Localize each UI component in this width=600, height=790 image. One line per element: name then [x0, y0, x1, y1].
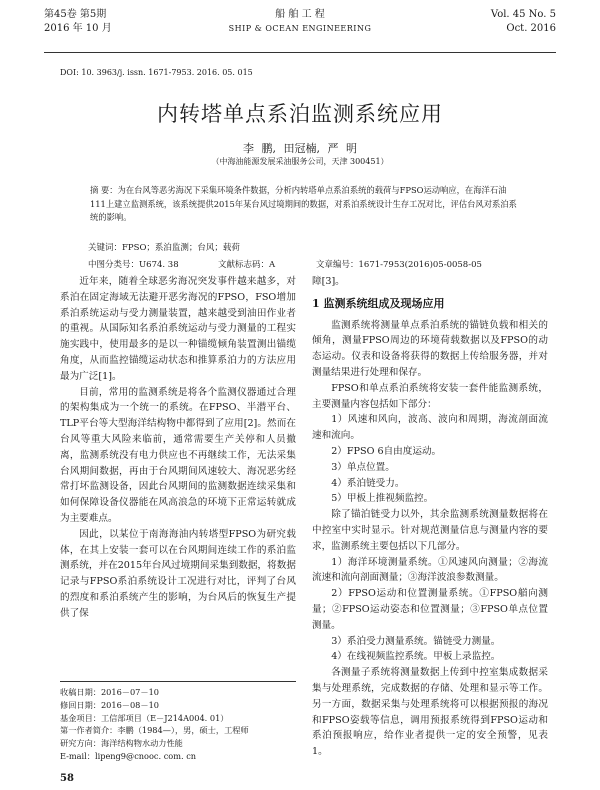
list-item: 2）FPSO 6自由度运动。: [331, 445, 442, 457]
journal-name-en: SHIP & OCEAN ENGINEERING: [228, 24, 372, 33]
paragraph: 除了锚泊链受力以外，其余监测系统测量数据将在中控室中实时显示。针对规范测量信息与测量内容的要求，监测系统主要包括以下几部分。: [312, 509, 548, 552]
journal-name-cn: 船 舶 工 程: [275, 9, 325, 20]
author-bio: 第一作者简介：李鹏（1984—），男，硕士，工程师: [60, 725, 249, 736]
list-item: 1）海洋环境测量系统。①风速风向测量；②海流流速和流向剖面测量；③海洋波浪参数测量。: [312, 556, 548, 584]
article-number: 文章编号：1671-7953(2016)05-0058-05: [316, 260, 482, 270]
list-item: 3）系泊受力测量系统。锚链受力测量。: [331, 635, 501, 647]
footnotes: [60, 681, 296, 763]
list-item: 2）FPSO运动和位置测量系统。①FPSO艏向测量；②FPSO运动姿态和位置测量；③FPSO单点位置测量。: [312, 588, 548, 631]
abstract: 摘 要：为在台风等恶劣海况下采集环境条件数据，分析内转塔单点系泊系统的载荷与FPSO运动响应，在海洋石油 111上建立监测系统，该系统提供2015年某台风过境期间的数据，对系泊系统设计生存工况对比，评估台风对系泊系统的影响。: [90, 185, 517, 223]
right-column: [312, 274, 548, 760]
funding: 基金项目：工信部项目（E－J214A004. 01）: [60, 712, 229, 723]
authors: 李 鹏, 田冠楠, 严 明: [243, 142, 357, 155]
page-number: 58: [60, 773, 74, 784]
issue-date: 2016 年 10 月: [44, 23, 112, 34]
issue-date-en: Oct. 2016: [506, 23, 556, 34]
section-heading: 1 监测系统组成及现场应用: [312, 296, 445, 310]
document-code: 文献标志码：A: [218, 260, 276, 270]
paragraph: 近年来，随着全球恶劣海况突发事件越来越多，对系泊在固定海域无法避开恶劣海况的FPSO，FSO增加系泊系统运动与受力测量装置，越来越受到油田作业者的重视。从国际知名系泊系统运动与受力测量的工程实施实践中，使用最多的是以一种锚缆倾角装置测出锚缆角度，从而监控锚缆运动状态和推算系泊力的方法应用最为广泛[1]。: [60, 276, 296, 382]
header-center: [44, 8, 556, 36]
list-item: 3）单点位置。: [331, 461, 395, 473]
paragraph: FPSO和单点系泊系统将安装一套件能监测系统，主要测量内容包括如下部分：: [312, 382, 548, 410]
running-header: [44, 8, 556, 53]
list-item: 1）风速和风向，波高、波向和周期，海流剖面流速和流向。: [312, 414, 548, 442]
research-field: 研究方向：海洋结构物水动力性能: [60, 738, 183, 749]
paragraph: 各测量子系统将测量数据上传到中控室集成数据采集与处理系统，完成数据的存储、处理和显示等工作。另一方面，数据采集与处理系统将可以根据预报的海况和FPSO姿载等信息，调用预报系统得到FPSO运动和系泊预报响应，给作业者提供一定的安全预警，见表1。: [312, 667, 548, 758]
doi: DOI: 10. 3963/j. issn. 1671-7953. 2016. 05. 015: [60, 68, 253, 77]
paper-title: 内转塔单点系泊监测系统应用: [157, 102, 443, 126]
volume-issue-en: Vol. 45 No. 5: [490, 9, 556, 20]
paragraph: 目前，常用的监测系统是将各个监测仪器通过合理的架构集成为一个统一的系统。在FPSO、半潜平台、TLP平台等大型海洋结构物中都得到了应用[2]。然而在台风等重大风险来临前，通常需要生产关停和人员撤离，监测系统没有电力供应也不再继续工作，无法采集台风期间数据，再由于台风期间风速较大、海况恶劣经常打坏监测设备，因此台风期间的监测数据连续采集和如何保障设备仪器能在风高浪急的环境下正常运转就成为主要难点。: [60, 386, 296, 524]
class-number: 中图分类号：U674. 38: [88, 260, 179, 270]
header-right: [491, 8, 556, 36]
paragraph-continued: 障[3]。: [312, 276, 345, 287]
list-item: 4）系泊链受力。: [331, 477, 405, 489]
email: E-mail：lipeng9@cnooc. com. cn: [60, 750, 197, 761]
affiliation: （中海油能源发展采油服务公司，天津 300451）: [211, 157, 389, 166]
left-column: [60, 274, 296, 622]
received-date: 收稿日期：2016－07－10: [60, 687, 159, 697]
revised-date: 修回日期：2016－08－10: [60, 699, 159, 710]
list-item: 4）在线视频监控系统。甲板上录监控。: [331, 651, 501, 663]
paragraph: 因此，以某位于南海海油内转塔型FPSO为研究载体，在其上安装一套可以在台风期间连续工作的系泊监测系统，并在2015年台风过境期间采集到数据，将数据记录与FPSO系泊系统设计工况进行对比，评判了台风的烈度和系泊系统产生的影响，为台风后的恢复生产提供了保: [60, 528, 296, 619]
keywords: 关键词：FPSO；系泊监测；台风；载荷: [88, 243, 240, 253]
volume-issue: 第45卷 第5期: [44, 9, 107, 20]
list-item: 5）甲板上推视频监控。: [331, 493, 434, 505]
paragraph: 监测系统将测量单点系泊系统的锚链负载和相关的倾角，测量FPSO周边的环境荷载数据以及FPSO的动态运动。仪表和设备将获得的数据上传给服务器，并对测量结果进行处理和保存。: [312, 319, 548, 378]
